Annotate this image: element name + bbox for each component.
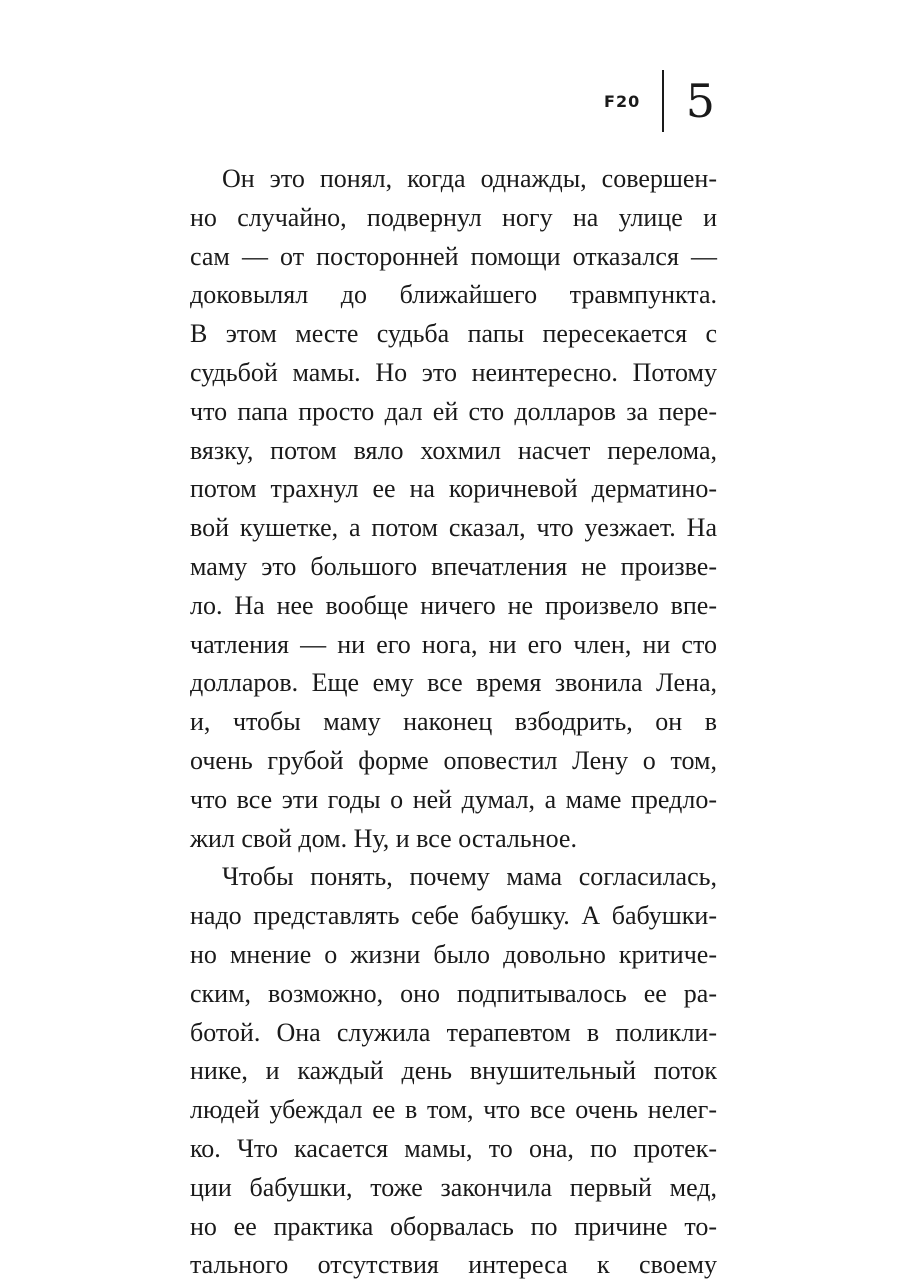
text-line: маму это большого впечатления не произве- <box>190 551 717 581</box>
text-line: сам — от посторонней помощи отказался — <box>190 241 717 271</box>
header-divider <box>662 70 664 132</box>
book-title: F20 <box>604 91 641 111</box>
text-line: ло. На нее вообще ничего не произвело впе- <box>190 590 717 620</box>
body-text <box>190 160 717 1285</box>
text-line: что папа просто дал ей сто долларов за пере- <box>190 396 717 426</box>
text-line: Чтобы понять, почему мама согласилась, <box>222 862 717 892</box>
text-line: жил свой дом. Ну, и все остальное. <box>190 823 577 853</box>
text-line: но ее практика оборвалась по причине то- <box>190 1211 717 1241</box>
text-line: тального отсутствия интереса к своему <box>190 1250 717 1280</box>
running-head <box>604 70 715 132</box>
text-line: ции бабушки, тоже закончила первый мед, <box>190 1172 717 1202</box>
text-line: нике, и каждый день внушительный поток <box>190 1056 717 1086</box>
text-line: но случайно, подвернул ногу на улице и <box>190 202 717 232</box>
text-line: В этом месте судьба папы пересекается с <box>190 319 717 349</box>
text-line: и, чтобы маму наконец взбодрить, он в <box>190 707 717 737</box>
text-line: долларов. Еще ему все время звонила Лена, <box>190 668 717 698</box>
text-line: ским, возможно, оно подпитывалось ее ра- <box>190 978 717 1008</box>
text-line: людей убеждал ее в том, что все очень нелег- <box>190 1095 717 1125</box>
text-line: Он это понял, когда однажды, совершен- <box>222 164 717 193</box>
text-line: потом трахнул ее на коричневой дерматино- <box>190 474 717 504</box>
text-line: что все эти годы о ней думал, а маме предло- <box>190 784 717 814</box>
text-line: надо представлять себе бабушку. А бабушки- <box>190 901 717 931</box>
text-line: но мнение о жизни было довольно критиче- <box>190 939 717 969</box>
text-line: ботой. Она служила терапевтом в поликли- <box>190 1017 717 1047</box>
text-line: ко. Что касается мамы, то она, по протек- <box>190 1133 717 1163</box>
text-line: вой кушетке, а потом сказал, что уезжает. На <box>190 513 717 543</box>
page-number: 5 <box>685 74 715 128</box>
text-line: очень грубой форме оповестил Лену о том, <box>190 745 717 775</box>
text-line: чатления — ни его нога, ни его член, ни сто <box>190 629 717 659</box>
text-line: судьбой мамы. Но это неинтересно. Потому <box>190 357 717 387</box>
text-line: вязку, потом вяло хохмил насчет перелома, <box>190 435 717 465</box>
text-line: доковылял до ближайшего травмпункта. <box>190 280 717 310</box>
